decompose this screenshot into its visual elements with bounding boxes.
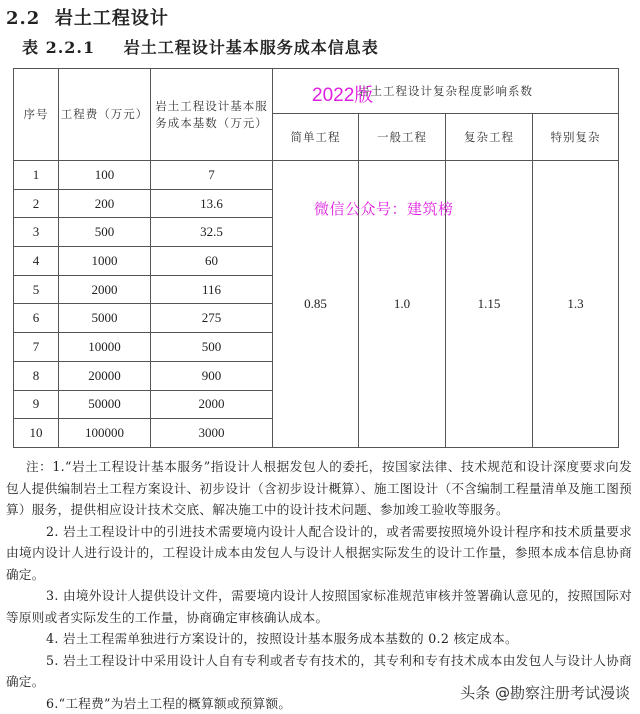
- table-caption: [22, 35, 379, 58]
- cell-base: 2000: [151, 390, 273, 419]
- cell-base: 900: [151, 361, 273, 390]
- wechat-watermark: 微信公众号：建筑榜: [314, 200, 454, 218]
- cell-base: 7: [151, 161, 273, 190]
- cell-fee: 500: [59, 218, 151, 247]
- cell-seq: 7: [14, 333, 59, 362]
- cell-base: 13.6: [151, 189, 273, 218]
- cell-base: 500: [151, 333, 273, 362]
- note-5: 5. 岩土工程设计中采用设计人自有专利或者专有技术的，其专利和专有技术成本由发包人与设计人协商确定。: [6, 652, 632, 689]
- section-heading: [6, 4, 169, 30]
- cell-seq: 10: [14, 419, 59, 448]
- header-complexity-group: 岩土工程设计复杂程度影响系数: [273, 69, 619, 114]
- coef-simple: 0.85: [273, 161, 359, 448]
- cell-fee: 1000: [59, 247, 151, 276]
- cell-fee: 100000: [59, 419, 151, 448]
- cost-table: [13, 68, 619, 448]
- coef-very-complex: 1.3: [533, 161, 619, 448]
- note-2: 2. 岩土工程设计中的引进技术需要境内设计人配合设计的，或者需要按照境外设计程序和技术质量要求由境内设计人进行设计的，工程设计成本由发包人与设计人根据实际发生的设计工作量，参照本成本信息协商确定。: [6, 523, 632, 582]
- cell-seq: 9: [14, 390, 59, 419]
- cell-base: 116: [151, 275, 273, 304]
- cell-fee: 50000: [59, 390, 151, 419]
- cell-seq: 5: [14, 275, 59, 304]
- cell-fee: 200: [59, 189, 151, 218]
- header-very-complex: 特别复杂: [533, 114, 619, 161]
- header-simple: 简单工程: [273, 114, 359, 161]
- cell-fee: 20000: [59, 361, 151, 390]
- cell-base: 275: [151, 304, 273, 333]
- footer-watermark: 头条 @勘察注册考试漫谈: [460, 684, 630, 702]
- header-seq: 序号: [14, 69, 59, 161]
- table-number: 表 2.2.1: [22, 38, 96, 57]
- note-6: 6.“工程费”为岩土工程的概算额或预算额。: [46, 695, 292, 711]
- section-title: 岩土工程设计: [54, 8, 169, 29]
- cell-seq: 6: [14, 304, 59, 333]
- coef-complex: 1.15: [446, 161, 533, 448]
- header-general: 一般工程: [359, 114, 446, 161]
- cell-seq: 1: [14, 161, 59, 190]
- note-1: 注：1.“岩土工程设计基本服务”指设计人根据发包人的委托，按国家法律、技术规范和设计深度要求向发包人提供编制岩土工程方案设计、初步设计（含初步设计概算）、施工图设计（不含编制工程量清单及施工图预算）服务，提供相应设计技术交底、解决施工中的设计技术问题、参加竣工验收等服务。: [6, 459, 632, 517]
- cell-base: 32.5: [151, 218, 273, 247]
- table-title: 岩土工程设计基本服务成本信息表: [123, 38, 379, 57]
- notes-section: [6, 456, 632, 714]
- cell-seq: 2: [14, 189, 59, 218]
- cell-base: 60: [151, 247, 273, 276]
- header-complex: 复杂工程: [446, 114, 533, 161]
- cell-fee: 10000: [59, 333, 151, 362]
- header-fee: 工程费（万元）: [59, 69, 151, 161]
- cell-seq: 8: [14, 361, 59, 390]
- cell-base: 3000: [151, 419, 273, 448]
- cell-seq: 3: [14, 218, 59, 247]
- header-base-cost: 岩土工程设计基本服务成本基数（万元）: [151, 69, 273, 161]
- note-3: 3. 由境外设计人提供设计文件，需要境内设计人按照国家标准规范审核并签署确认意见的，按照国际对等原则或者实际发生的工作量，协商确定审核确认成本。: [6, 588, 632, 625]
- cell-fee: 2000: [59, 275, 151, 304]
- cell-seq: 4: [14, 247, 59, 276]
- cell-fee: 5000: [59, 304, 151, 333]
- note-4: 4. 岩土工程需单独进行方案设计的，按照设计基本服务成本基数的 0.2 核定成本。: [46, 631, 518, 646]
- section-number: 2.2: [6, 8, 41, 29]
- table-row: [14, 161, 619, 190]
- coef-general: 1.0: [359, 161, 446, 448]
- cell-fee: 100: [59, 161, 151, 190]
- version-watermark: 2022版: [312, 85, 374, 106]
